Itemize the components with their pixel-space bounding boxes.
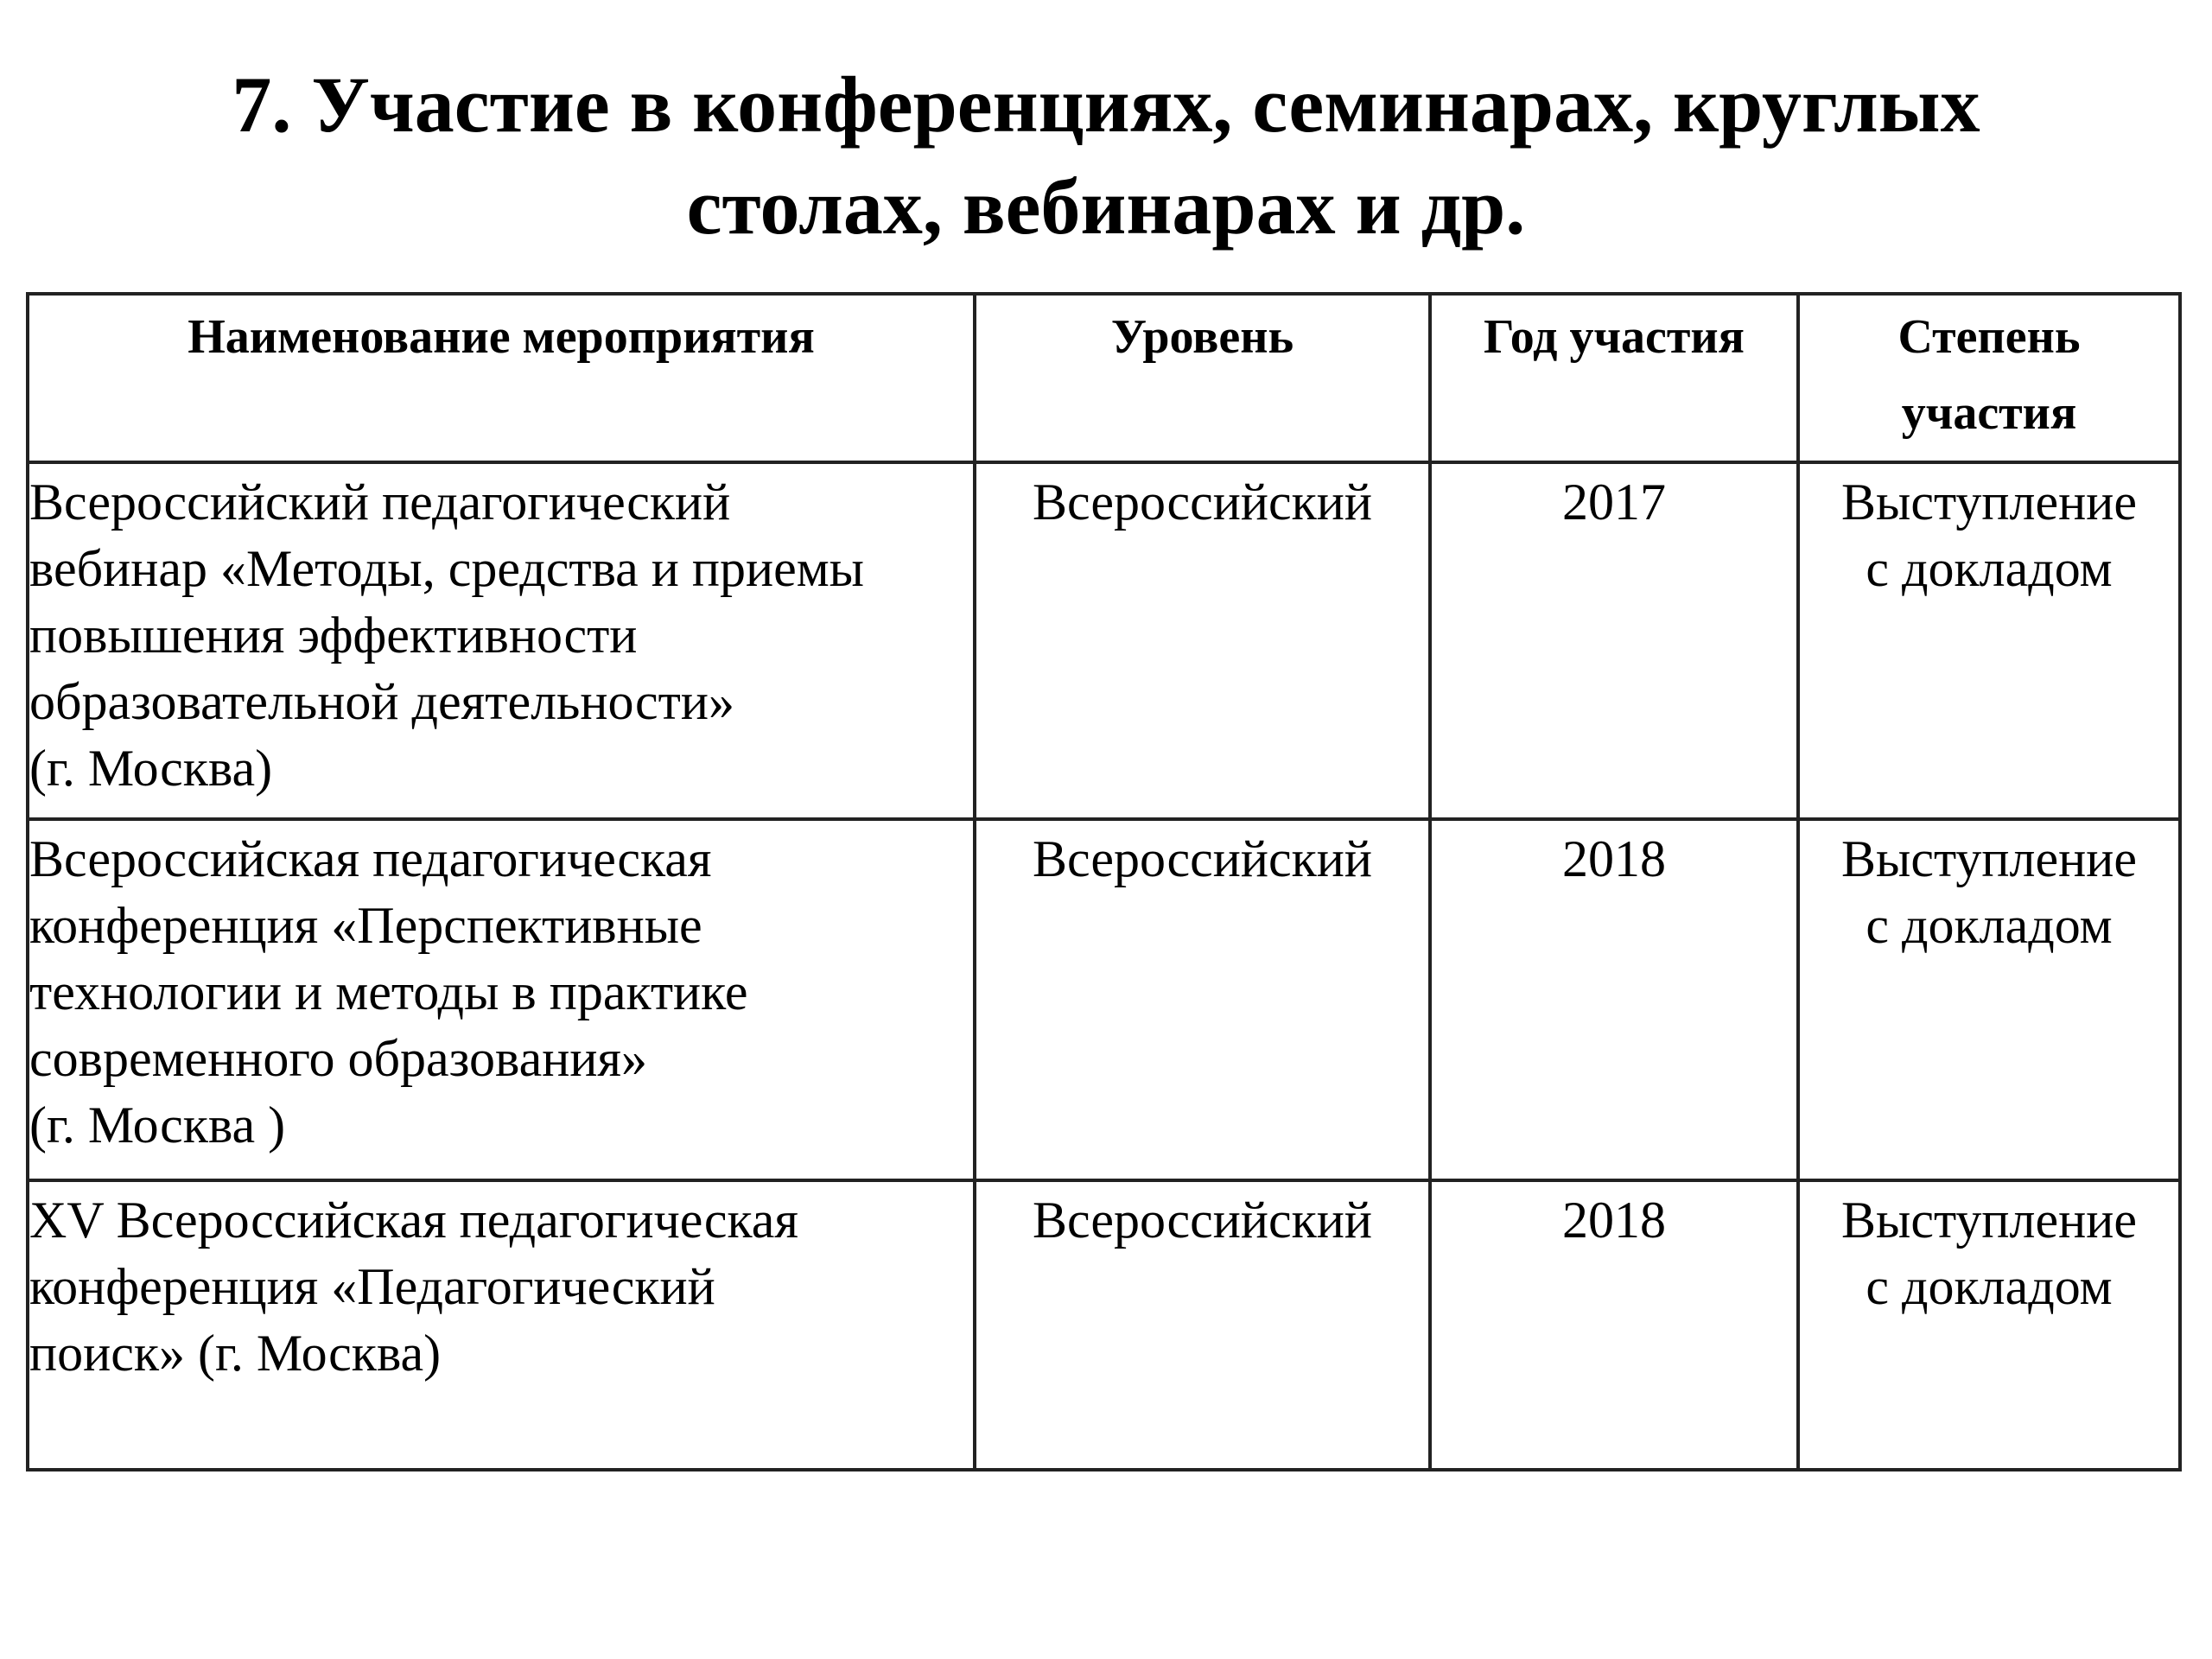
event-name-cell: XV Всероссийская педагогическая конференция «Педагогический поиск» (г. Москва) bbox=[28, 1180, 975, 1470]
header-level: Уровень bbox=[975, 294, 1430, 462]
level-cell: Всероссийский bbox=[975, 819, 1430, 1180]
level-cell: Всероссийский bbox=[975, 462, 1430, 819]
year-cell: 2017 bbox=[1430, 462, 1798, 819]
degree-cell: Выступление с докладом bbox=[1798, 1180, 2180, 1470]
header-event-name: Наименование мероприятия bbox=[28, 294, 975, 462]
slide-title bbox=[0, 54, 2212, 257]
header-year: Год участия bbox=[1430, 294, 1798, 462]
level-cell: Всероссийский bbox=[975, 1180, 1430, 1470]
table-header-row bbox=[28, 294, 2180, 462]
year-cell: 2018 bbox=[1430, 1180, 1798, 1470]
slide-title-line-1: 7. Участие в конференциях, семинарах, круглых bbox=[232, 60, 1980, 149]
events-table bbox=[26, 292, 2182, 1471]
slide-title-line-2: столах, вебинарах и др. bbox=[686, 162, 1526, 251]
table-row bbox=[28, 819, 2180, 1180]
event-name-cell: Всероссийский педагогический вебинар «Методы, средства и приемы повышения эффективности образовательной деятельности» (г. Москва) bbox=[28, 462, 975, 819]
event-name-cell: Всероссийская педагогическая конференция «Перспективные технологии и методы в практике современного образования» (г. Москва ) bbox=[28, 819, 975, 1180]
header-participation-degree: Степень участия bbox=[1798, 294, 2180, 462]
table-row bbox=[28, 1180, 2180, 1470]
table-row bbox=[28, 462, 2180, 819]
degree-cell: Выступление с докладом bbox=[1798, 462, 2180, 819]
year-cell: 2018 bbox=[1430, 819, 1798, 1180]
degree-cell: Выступление с докладом bbox=[1798, 819, 2180, 1180]
